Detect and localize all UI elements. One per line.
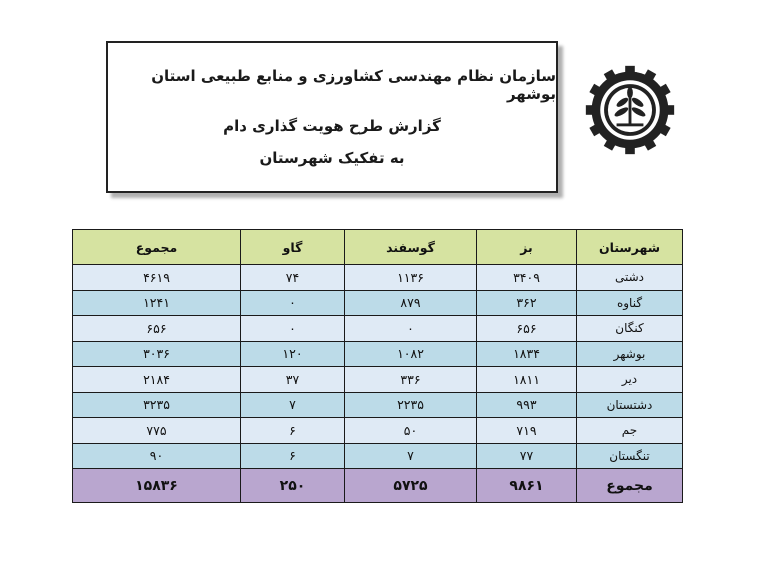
column-header-county: شهرستان xyxy=(577,230,683,265)
grand-total-cell: ۱۵۸۳۶ xyxy=(73,469,241,503)
table-row xyxy=(73,341,683,367)
goat-cell: ۷۱۹ xyxy=(477,418,577,444)
cow-cell: ۱۲۰ xyxy=(241,341,345,367)
sheep-cell: ۱۱۳۶ xyxy=(345,265,477,291)
report-title: گزارش طرح هویت گذاری دام xyxy=(223,117,441,135)
sheep-cell: ۸۷۹ xyxy=(345,290,477,316)
table-row xyxy=(73,290,683,316)
total-cell: ۱۲۴۱ xyxy=(73,290,241,316)
table-total-row xyxy=(73,469,683,503)
total-cell: ۹۰ xyxy=(73,443,241,469)
total-cell: ۷۷۵ xyxy=(73,418,241,444)
total-cell: ۶۵۶ xyxy=(73,316,241,342)
table-header-row xyxy=(73,230,683,265)
report-subtitle: به تفکیک شهرستان xyxy=(259,149,405,167)
total-cell: ۳۰۳۶ xyxy=(73,341,241,367)
total-cell: ۴۶۱۹ xyxy=(73,265,241,291)
goat-total-cell: ۹۸۶۱ xyxy=(477,469,577,503)
column-header-goat: بز xyxy=(477,230,577,265)
county-cell: دیر xyxy=(577,367,683,393)
cow-cell: ۰ xyxy=(241,316,345,342)
livestock-report-table xyxy=(72,229,683,503)
goat-cell: ۱۸۱۱ xyxy=(477,367,577,393)
table-row xyxy=(73,443,683,469)
county-cell: دشتستان xyxy=(577,392,683,418)
county-cell: تنگستان xyxy=(577,443,683,469)
total-label-cell: مجموع xyxy=(577,469,683,503)
cow-cell: ۳۷ xyxy=(241,367,345,393)
report-header-box xyxy=(106,41,558,193)
sheep-cell: ۷ xyxy=(345,443,477,469)
county-cell: دشتی xyxy=(577,265,683,291)
cow-cell: ۷ xyxy=(241,392,345,418)
organization-logo-icon xyxy=(582,60,678,160)
goat-cell: ۶۵۶ xyxy=(477,316,577,342)
column-header-cow: گاو xyxy=(241,230,345,265)
goat-cell: ۷۷ xyxy=(477,443,577,469)
cow-total-cell: ۲۵۰ xyxy=(241,469,345,503)
table-row xyxy=(73,316,683,342)
county-cell: کنگان xyxy=(577,316,683,342)
goat-cell: ۱۸۳۴ xyxy=(477,341,577,367)
cow-cell: ۰ xyxy=(241,290,345,316)
cow-cell: ۷۴ xyxy=(241,265,345,291)
table-row xyxy=(73,418,683,444)
sheep-cell: ۱۰۸۲ xyxy=(345,341,477,367)
sheep-cell: ۵۰ xyxy=(345,418,477,444)
organization-title: سازمان نظام مهندسی کشاورزی و منابع طبیعی استان بوشهر xyxy=(151,67,556,103)
table-row xyxy=(73,367,683,393)
sheep-cell: ۲۲۳۵ xyxy=(345,392,477,418)
sheep-total-cell: ۵۷۲۵ xyxy=(345,469,477,503)
column-header-sheep: گوسفند xyxy=(345,230,477,265)
county-cell: جم xyxy=(577,418,683,444)
column-header-total: مجموع xyxy=(73,230,241,265)
table-row xyxy=(73,265,683,291)
sheep-cell: ۰ xyxy=(345,316,477,342)
cow-cell: ۶ xyxy=(241,443,345,469)
cow-cell: ۶ xyxy=(241,418,345,444)
county-cell: بوشهر xyxy=(577,341,683,367)
total-cell: ۲۱۸۴ xyxy=(73,367,241,393)
table-row xyxy=(73,392,683,418)
county-cell: گناوه xyxy=(577,290,683,316)
goat-cell: ۳۶۲ xyxy=(477,290,577,316)
goat-cell: ۳۴۰۹ xyxy=(477,265,577,291)
goat-cell: ۹۹۳ xyxy=(477,392,577,418)
sheep-cell: ۳۳۶ xyxy=(345,367,477,393)
total-cell: ۳۲۳۵ xyxy=(73,392,241,418)
